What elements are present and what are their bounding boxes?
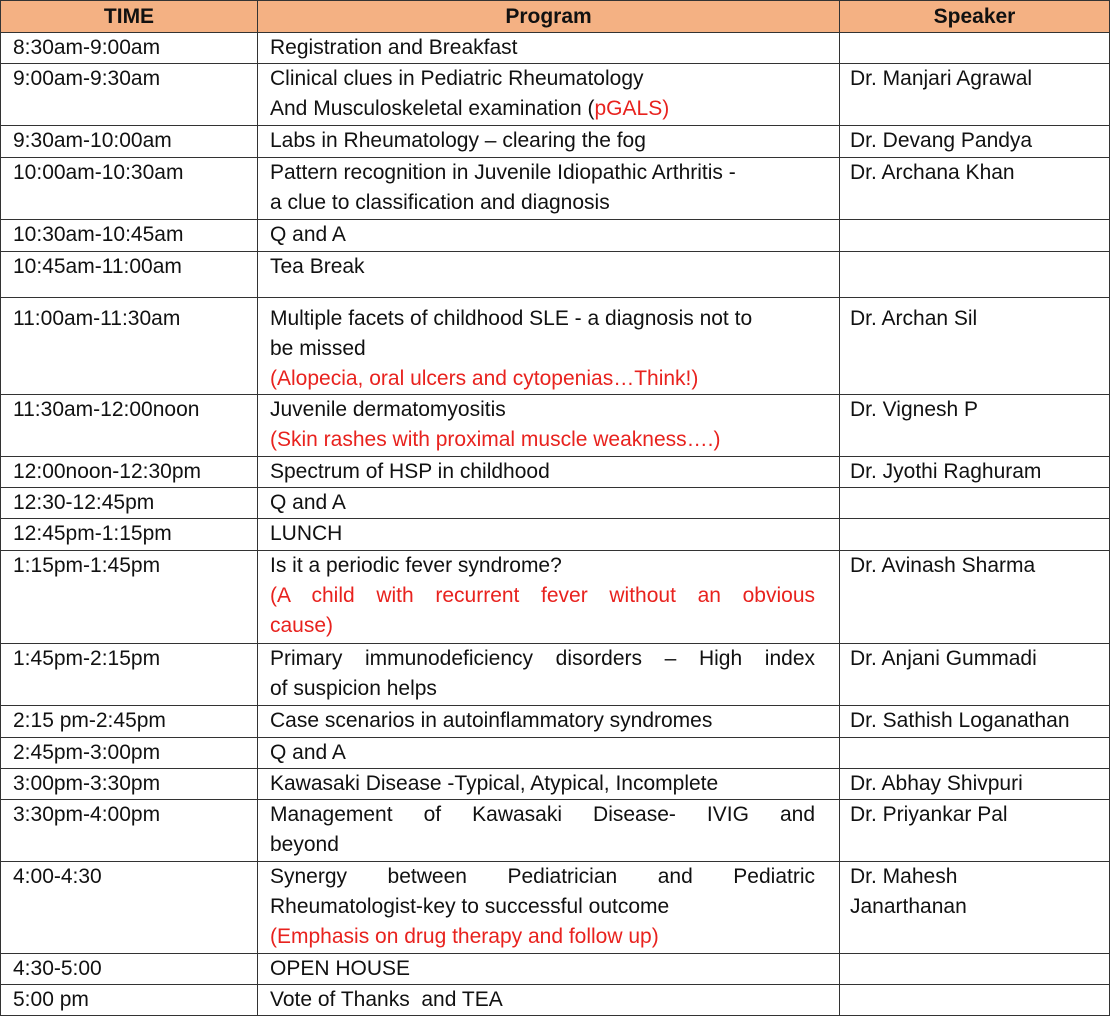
table-row [1, 644, 1110, 706]
program-note: (A child with recurrent fever without an obvious [270, 584, 815, 607]
time-cell: 5:00 pm [1, 985, 258, 1016]
speaker-cell: Dr. Sathish Loganathan [840, 706, 1110, 738]
time-cell: 3:00pm-3:30pm [1, 769, 258, 800]
program-highlight: pGALS) [594, 97, 670, 120]
speaker-cell: Dr. Devang Pandya [840, 126, 1110, 158]
table-row [1, 551, 1110, 644]
program-cell [258, 551, 840, 644]
program-note: (Emphasis on drug therapy and follow up) [270, 925, 659, 948]
time-cell: 4:30-5:00 [1, 954, 258, 985]
program-title: Multiple facets of childhood SLE - a diagnosis not to [270, 307, 753, 330]
speaker-cell: Dr. Abhay Shivpuri [840, 769, 1110, 800]
program-title: Case scenarios in autoinflammatory syndromes [270, 709, 713, 732]
time-cell: 11:30am-12:00noon [1, 395, 258, 457]
table-row [1, 862, 1110, 954]
program-cell [258, 395, 840, 457]
program-title: Synergy between Pediatrician and Pediatric [270, 865, 815, 888]
program-title-cont [270, 94, 815, 124]
program-title: LUNCH [270, 522, 343, 545]
program-cell [258, 298, 840, 395]
program-cell [258, 33, 840, 64]
program-cell [258, 862, 840, 954]
table-row [1, 252, 1110, 298]
program-title: Registration and Breakfast [270, 36, 518, 59]
program-title-cont: of suspicion helps [270, 677, 437, 700]
program-note: (Alopecia, oral ulcers and cytopenias…Think!) [270, 367, 699, 390]
time-cell: 11:00am-11:30am [1, 298, 258, 395]
program-cell [258, 644, 840, 706]
speaker-cell [840, 985, 1110, 1016]
program-title: Pattern recognition in Juvenile Idiopathic Arthritis - [270, 161, 736, 184]
table-row [1, 519, 1110, 551]
table-row [1, 64, 1110, 126]
program-cell [258, 158, 840, 220]
program-cell [258, 457, 840, 488]
program-cell [258, 706, 840, 738]
table-row [1, 126, 1110, 158]
time-cell: 10:45am-11:00am [1, 252, 258, 298]
table-row [1, 954, 1110, 985]
program-text: And Musculoskeletal examination ( [270, 97, 595, 120]
program-cell [258, 519, 840, 551]
speaker-cell: Dr. Manjari Agrawal [840, 64, 1110, 126]
program-cell [258, 769, 840, 800]
program-title: Juvenile dermatomyositis [270, 398, 506, 421]
program-title: Is it a periodic fever syndrome? [270, 554, 562, 577]
program-title-cont: a clue to classification and diagnosis [270, 191, 610, 214]
program-cell [258, 220, 840, 252]
table-row [1, 298, 1110, 395]
program-cell [258, 954, 840, 985]
header-row [1, 1, 1110, 33]
program-title: Tea Break [270, 255, 365, 278]
table-row [1, 738, 1110, 769]
program-title: Primary immunodeficiency disorders – High index [270, 647, 815, 670]
time-cell: 10:30am-10:45am [1, 220, 258, 252]
program-title: Kawasaki Disease -Typical, Atypical, Incomplete [270, 772, 719, 795]
program-cell [258, 738, 840, 769]
speaker-cell [840, 954, 1110, 985]
time-header: TIME [1, 1, 258, 33]
time-cell: 12:30-12:45pm [1, 488, 258, 519]
program-title: Clinical clues in Pediatric Rheumatology [270, 67, 644, 90]
program-title-cont: be missed [270, 337, 366, 360]
program-title: Labs in Rheumatology – clearing the fog [270, 129, 646, 152]
speaker-cell [840, 252, 1110, 298]
program-header: Program [258, 1, 840, 33]
program-title: Vote of Thanks and TEA [270, 988, 503, 1011]
program-cell [258, 800, 840, 862]
program-cell [258, 488, 840, 519]
speaker-cell: Dr. Jyothi Raghuram [840, 457, 1110, 488]
table-row [1, 395, 1110, 457]
speaker-name-cont: Janarthanan [850, 895, 967, 918]
program-title-cont: Rheumatologist-key to successful outcome [270, 895, 670, 918]
speaker-cell: Dr. Archan Sil [840, 298, 1110, 395]
program-title: Q and A [270, 223, 346, 246]
speaker-cell: Dr. Archana Khan [840, 158, 1110, 220]
table-row [1, 220, 1110, 252]
time-cell: 10:00am-10:30am [1, 158, 258, 220]
time-cell: 9:30am-10:00am [1, 126, 258, 158]
program-title-cont: beyond [270, 833, 339, 856]
speaker-header: Speaker [840, 1, 1110, 33]
program-cell [258, 985, 840, 1016]
program-cell [258, 64, 840, 126]
speaker-cell [840, 862, 1110, 954]
speaker-cell: Dr. Anjani Gummadi [840, 644, 1110, 706]
time-cell: 8:30am-9:00am [1, 33, 258, 64]
table-row [1, 985, 1110, 1016]
program-title: Q and A [270, 491, 346, 514]
table-row [1, 457, 1110, 488]
time-cell: 1:45pm-2:15pm [1, 644, 258, 706]
speaker-cell [840, 33, 1110, 64]
speaker-cell [840, 738, 1110, 769]
program-note-cont: cause) [270, 614, 334, 637]
time-cell: 2:15 pm-2:45pm [1, 706, 258, 738]
time-cell: 1:15pm-1:45pm [1, 551, 258, 644]
time-cell: 4:00-4:30 [1, 862, 258, 954]
speaker-cell [840, 220, 1110, 252]
table-row [1, 33, 1110, 64]
table-row [1, 706, 1110, 738]
program-title: Management of Kawasaki Disease- IVIG and [270, 803, 815, 826]
program-cell [258, 252, 840, 298]
table-row [1, 158, 1110, 220]
speaker-cell: Dr. Avinash Sharma [840, 551, 1110, 644]
speaker-cell: Dr. Priyankar Pal [840, 800, 1110, 862]
speaker-cell [840, 488, 1110, 519]
time-cell: 3:30pm-4:00pm [1, 800, 258, 862]
program-title: Spectrum of HSP in childhood [270, 460, 550, 483]
time-cell: 12:45pm-1:15pm [1, 519, 258, 551]
table-row [1, 488, 1110, 519]
program-note: (Skin rashes with proximal muscle weakness….) [270, 428, 721, 451]
speaker-name: Dr. Mahesh [850, 865, 958, 888]
time-cell: 9:00am-9:30am [1, 64, 258, 126]
program-title: Q and A [270, 741, 346, 764]
time-cell: 12:00noon-12:30pm [1, 457, 258, 488]
program-title: OPEN HOUSE [270, 957, 411, 980]
time-cell: 2:45pm-3:00pm [1, 738, 258, 769]
speaker-cell [840, 519, 1110, 551]
speaker-cell: Dr. Vignesh P [840, 395, 1110, 457]
table-row [1, 769, 1110, 800]
table-row [1, 800, 1110, 862]
program-cell [258, 126, 840, 158]
